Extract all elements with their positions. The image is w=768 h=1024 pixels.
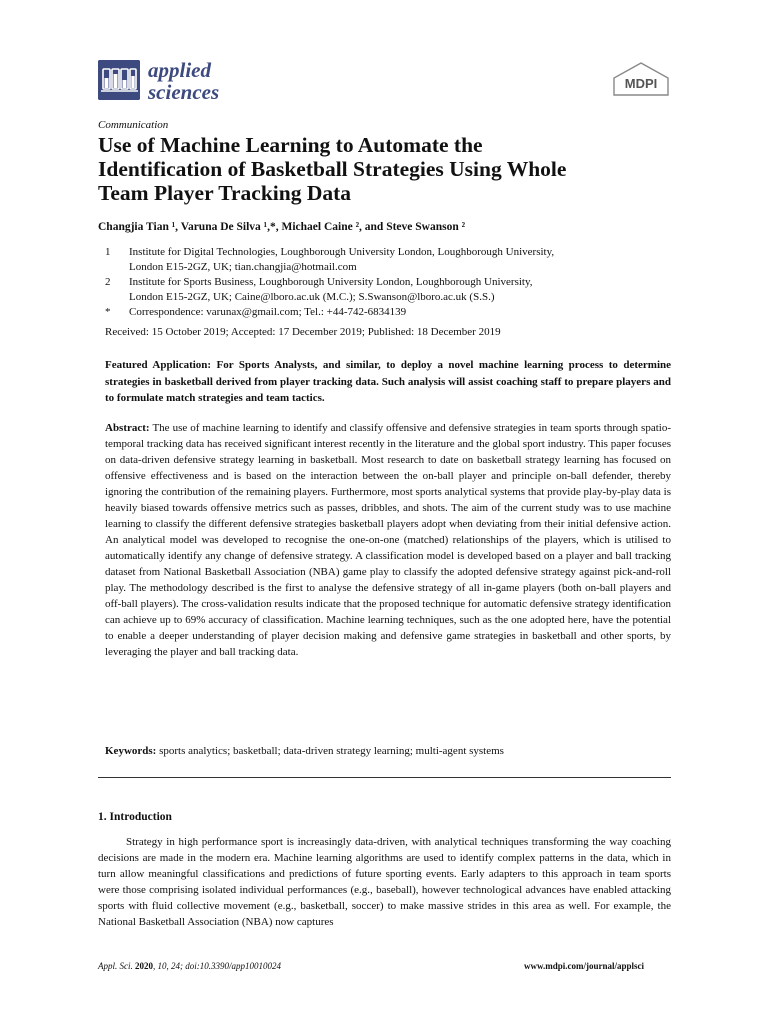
title-line: Use of Machine Learning to Automate the xyxy=(98,133,483,157)
keywords xyxy=(105,745,504,757)
abstract-text: The use of machine learning to identify and classify offensive and defensive strategies in team sports through spatio-temporal tracking data has received significant interest recently in the literature and the global sport industry. This paper focuses on data-driven defensive strategy learning in basketball. Most research to date on basketball strategy learning has focused on offensive effectiveness and is based on the interaction between the on-ball player and principle on-ball defender, thereby ignoring the contribution of the remaining players. Furthermore, most sports analytical systems that provide play-by-play data is heavily biased towards offensive metrics such as passes, dribbles, and shots. The aim of the current study was to use machine learning to classify the different defensive strategies basketball players adopt when deviating from their initial defensive action. An analytical model was developed to recognise the one-on-one (matched) relationships of the players, which is utilised to automatically identify any change of defensive strategy. A classification model is developed based on a player and ball tracking dataset from National Basketball Association (NBA) game play to classify the adopted defensive strategy against pick-and-roll play. The methodology described is the first to analyse the defensive strategy of all in-game players (both on-ball players and off-ball players). The cross-validation results indicate that the proposed technique for automatic defensive strategy identification can achieve up to 69% accuracy of classification. Machine learning techniques, such as the one adopted here, have the potential to enable a deeper understanding of player decision making and defensive game strategies in basketball and other sports, by leveraging the player and ball tracking data. xyxy=(105,422,671,659)
introduction-body xyxy=(98,834,671,931)
publication-dates: Received: 15 October 2019; Accepted: 17 December 2019; Published: 18 December 2019 xyxy=(105,326,501,338)
journal-name-line1: applied xyxy=(148,58,211,82)
footer-cite-text: , 10, 24; doi:10.3390/app10010024 xyxy=(153,961,281,971)
affiliation-number: 2 xyxy=(105,276,111,288)
affiliation-text: London E15-2GZ, UK; Caine@lboro.ac.uk (M.C.); S.Swanson@lboro.ac.uk (S.S.) xyxy=(129,291,495,304)
abstract xyxy=(105,420,671,660)
article-title xyxy=(98,133,678,205)
footer-citation xyxy=(98,961,281,971)
author-list: Changjia Tian ¹, Varuna De Silva ¹,*, Michael Caine ², and Steve Swanson ² xyxy=(98,221,466,233)
footer-journal: Appl. Sci. xyxy=(98,961,133,971)
affiliation-number: 1 xyxy=(105,246,111,258)
keywords-label: Keywords: xyxy=(105,745,157,757)
correspondence-text: Correspondence: varunax@gmail.com; Tel.: +44-742-6834139 xyxy=(129,306,407,318)
featured-application: Featured Application: For Sports Analysts, and similar, to deploy a novel machine learning process to determine strategies in basketball derived from player tracking data. Such analysis will assist coaching staff to prepare players and to formulate match strategies and team tactics. xyxy=(105,359,671,404)
title-line: Team Player Tracking Data xyxy=(98,181,352,205)
affiliation-text: London E15-2GZ, UK; tian.changjia@hotmail.com xyxy=(129,261,357,274)
article-type: Communication xyxy=(98,119,169,131)
affiliation-2 xyxy=(105,275,675,307)
section-heading: 1. Introduction xyxy=(98,811,172,823)
affiliation-number: * xyxy=(105,306,111,318)
affiliation-text: Institute for Digital Technologies, Loughborough University London, Loughborough University, xyxy=(129,246,555,258)
intro-paragraph: Strategy in high performance sport is increasingly data-driven, with analytical techniques transforming the way coaching decisions are made in the modern era. Machine learning algorithms are used to identify complex patterns in the data, which in turn allow meaningful classifications and predictions of future sporting events. Early adapters to this approach in team sports were those comprising isolated individual performances (e.g., baseball), however technological advances have enabled attacking sports with fluid collective movement (e.g., basketball, soccer) to make massive strides in this area as well. For example, the National Basketball Association (NBA) now captures xyxy=(98,836,671,929)
footer-url[interactable]: www.mdpi.com/journal/applsci xyxy=(524,961,645,971)
journal-logo-icon xyxy=(98,60,140,100)
keywords-text: sports analytics; basketball; data-driven strategy learning; multi-agent systems xyxy=(159,745,504,757)
title-line: Identification of Basketball Strategies Using Whole xyxy=(98,157,567,181)
journal-name xyxy=(148,59,219,103)
journal-name-line2: sciences xyxy=(148,80,220,104)
affiliation-1 xyxy=(105,245,675,277)
footer-year: 2020 xyxy=(135,961,153,971)
abstract-label: Abstract: xyxy=(105,422,150,434)
affiliation-text: Institute for Sports Business, Loughborough University London, Loughborough University, xyxy=(129,276,533,288)
section-divider xyxy=(98,777,671,778)
publisher-logo xyxy=(612,62,670,96)
publisher-name: MDPI xyxy=(624,76,658,91)
correspondence xyxy=(105,305,675,321)
